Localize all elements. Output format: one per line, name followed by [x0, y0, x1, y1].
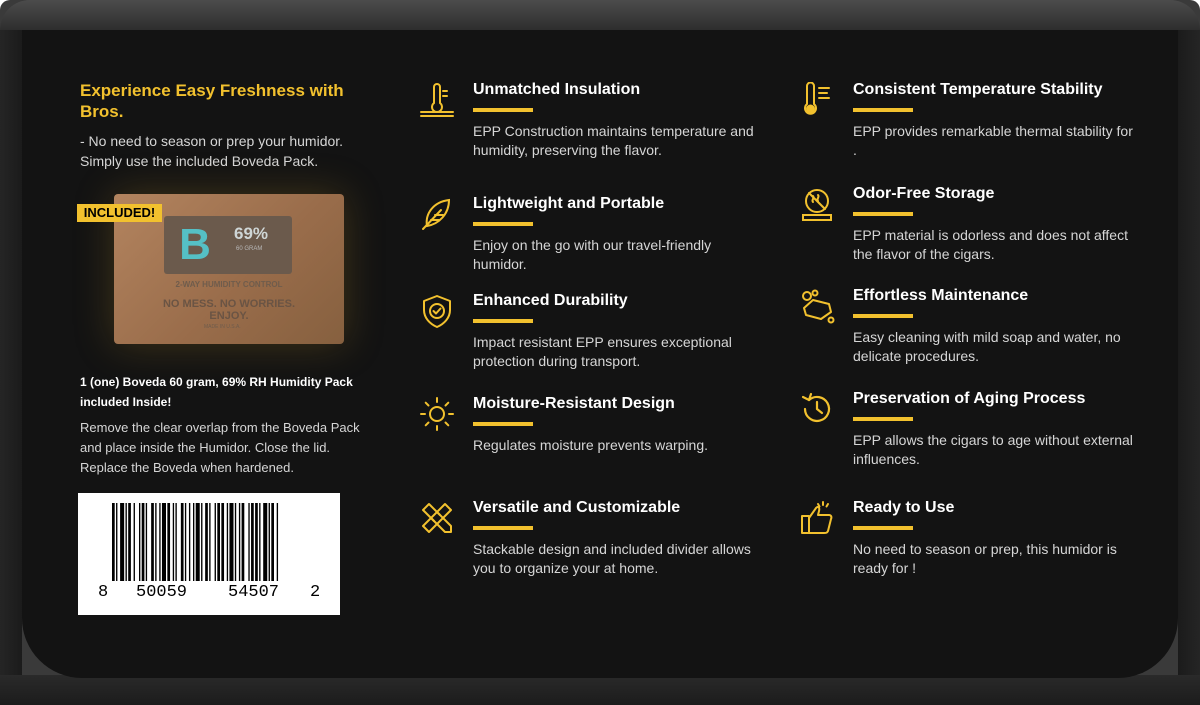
barcode-bar	[196, 503, 200, 581]
barcode-bar	[248, 503, 249, 581]
barcode-bar	[235, 503, 236, 581]
feature-underline	[853, 314, 913, 318]
feature-title: Odor-Free Storage	[853, 185, 995, 202]
barcode-bar	[151, 503, 154, 581]
feature-aging-preservation	[799, 390, 1133, 501]
barcode-bar	[167, 503, 170, 581]
barcode-bar	[205, 503, 208, 581]
barcode-digit-right: 54507	[228, 583, 280, 602]
feature-desc: Easy cleaning with mild soap and water, no delicate procedures.	[853, 329, 1121, 364]
barcode-bar	[263, 503, 267, 581]
feature-underline	[473, 108, 533, 112]
feature-underline	[853, 108, 913, 112]
barcode-bar	[229, 503, 233, 581]
feature-title: Moisture-Resistant Design	[473, 395, 675, 412]
sun-icon	[419, 396, 455, 432]
feather-icon	[419, 196, 455, 232]
box-rim-bottom	[0, 675, 1200, 705]
included-badge: INCLUDED!	[77, 204, 162, 222]
feature-desc: EPP material is odorless and does not affect the flavor of the cigars.	[853, 227, 1128, 262]
barcode-bar	[259, 503, 260, 581]
feature-title: Preservation of Aging Process	[853, 390, 1086, 407]
pack-gram: 60 GRAM	[236, 246, 263, 252]
feature-title: Unmatched Insulation	[473, 81, 641, 98]
barcode-bar	[162, 503, 166, 581]
box-rim-left	[0, 30, 22, 680]
barcode-bar	[251, 503, 254, 581]
feature-underline	[473, 319, 533, 323]
feature-underline	[853, 417, 913, 421]
barcode-bar	[116, 503, 117, 581]
feature-underline	[473, 422, 533, 426]
feature-versatile-customizable	[419, 499, 751, 610]
feature-desc: EPP Construction maintains temperature and humidity, preserving the flavor.	[473, 123, 754, 158]
box-rim-top	[0, 0, 1200, 30]
feature-temperature-stability	[799, 81, 1133, 192]
pack-made-in: MADE IN U.S.A.	[204, 324, 241, 330]
barcode-bar	[201, 503, 202, 581]
barcode-bar	[146, 503, 147, 581]
box-rim-right	[1178, 30, 1200, 680]
barcode-bar	[139, 503, 140, 581]
feature-title: Effortless Maintenance	[853, 287, 1029, 304]
barcode-digits	[78, 583, 340, 607]
pack-subtitle: 2-WAY HUMIDITY CONTROL	[175, 280, 283, 289]
pack-instructions: Remove the clear overlap from the Boveda Pack and place inside the Humidor. Close the lid. Replace the Boveda when hardened.	[80, 420, 360, 475]
barcode-bar	[193, 503, 194, 581]
barcode-bar	[126, 503, 127, 581]
barcode-bar	[155, 503, 156, 581]
feature-desc: No need to season or prep, this humidor is ready for !	[853, 541, 1117, 576]
barcode-bar	[185, 503, 186, 581]
barcode-bar	[242, 503, 245, 581]
barcode-bar	[120, 503, 124, 581]
pack-logo-box	[164, 216, 292, 274]
barcode-bar	[189, 503, 190, 581]
feature-desc: Impact resistant EPP ensures exceptional protection during transport.	[473, 334, 732, 369]
pack-slogan: NO MESS. NO WORRIES. ENJOY.	[162, 298, 295, 322]
history-clock-icon	[799, 391, 835, 427]
barcode-digit-left: 50059	[136, 583, 188, 602]
feature-title: Ready to Use	[853, 499, 955, 516]
barcode-bar	[217, 503, 220, 581]
intro-title: Experience Easy Freshness with Bros.	[80, 81, 344, 121]
feature-moisture-resistant	[419, 396, 739, 506]
feature-lightweight-portable	[419, 196, 739, 306]
feature-desc: Stackable design and included divider allows you to organize your at home.	[473, 541, 751, 576]
feature-underline	[853, 212, 913, 216]
thumbs-up-icon	[799, 500, 835, 536]
feature-ready-to-use	[799, 500, 1119, 610]
feature-title: Lightweight and Portable	[473, 195, 665, 212]
barcode-bar	[269, 503, 270, 581]
feature-effortless-maintenance	[799, 288, 1119, 398]
feature-desc: EPP allows the cigars to age without external influences.	[853, 432, 1133, 467]
barcode-bar	[134, 503, 135, 581]
barcode-bar	[221, 503, 224, 581]
barcode-bar	[227, 503, 228, 581]
barcode-bar	[112, 503, 115, 581]
thermometer-icon	[799, 82, 835, 118]
barcode-bar	[159, 503, 160, 581]
barcode-bar	[181, 503, 184, 581]
shield-check-icon	[419, 293, 455, 329]
pencil-ruler-icon	[419, 500, 455, 536]
feature-underline	[473, 222, 533, 226]
barcode-bar	[128, 503, 131, 581]
thermometer-insulation-icon	[419, 82, 455, 118]
barcode-bar	[215, 503, 216, 581]
no-odor-icon	[799, 186, 835, 222]
barcode-digit-check: 2	[310, 583, 321, 602]
barcode-bar	[142, 503, 145, 581]
barcode-bar	[277, 503, 278, 581]
feature-title: Enhanced Durability	[473, 292, 628, 309]
barcode-bar	[255, 503, 258, 581]
barcode-digit-lead: 8	[98, 583, 109, 602]
feature-desc: Enjoy on the go with our travel-friendly humidor.	[473, 237, 712, 272]
barcode	[78, 493, 340, 615]
intro-text: - No need to season or prep your humidor. Simply use the included Boveda Pack.	[80, 133, 344, 169]
feature-desc: Regulates moisture prevents warping.	[473, 437, 709, 453]
feature-unmatched-insulation	[419, 81, 754, 192]
barcode-bar	[173, 503, 174, 581]
feature-desc: EPP provides remarkable thermal stability for .	[853, 123, 1133, 158]
pack-rh-value: 69%	[234, 224, 269, 243]
feature-underline	[853, 526, 913, 530]
feature-title: Consistent Temperature Stability	[853, 81, 1103, 98]
feature-odor-free	[799, 185, 1128, 296]
barcode-bar	[209, 503, 210, 581]
feature-underline	[473, 526, 533, 530]
feature-title: Versatile and Customizable	[473, 499, 681, 516]
boveda-logo-icon: B	[179, 220, 211, 269]
barcode-bar	[175, 503, 176, 581]
pack-caption: 1 (one) Boveda 60 gram, 69% RH Humidity Pack included Inside!	[80, 375, 353, 409]
barcode-bar	[271, 503, 274, 581]
barcode-bar	[239, 503, 240, 581]
soap-bubbles-icon	[799, 288, 835, 324]
feature-enhanced-durability	[419, 293, 739, 403]
